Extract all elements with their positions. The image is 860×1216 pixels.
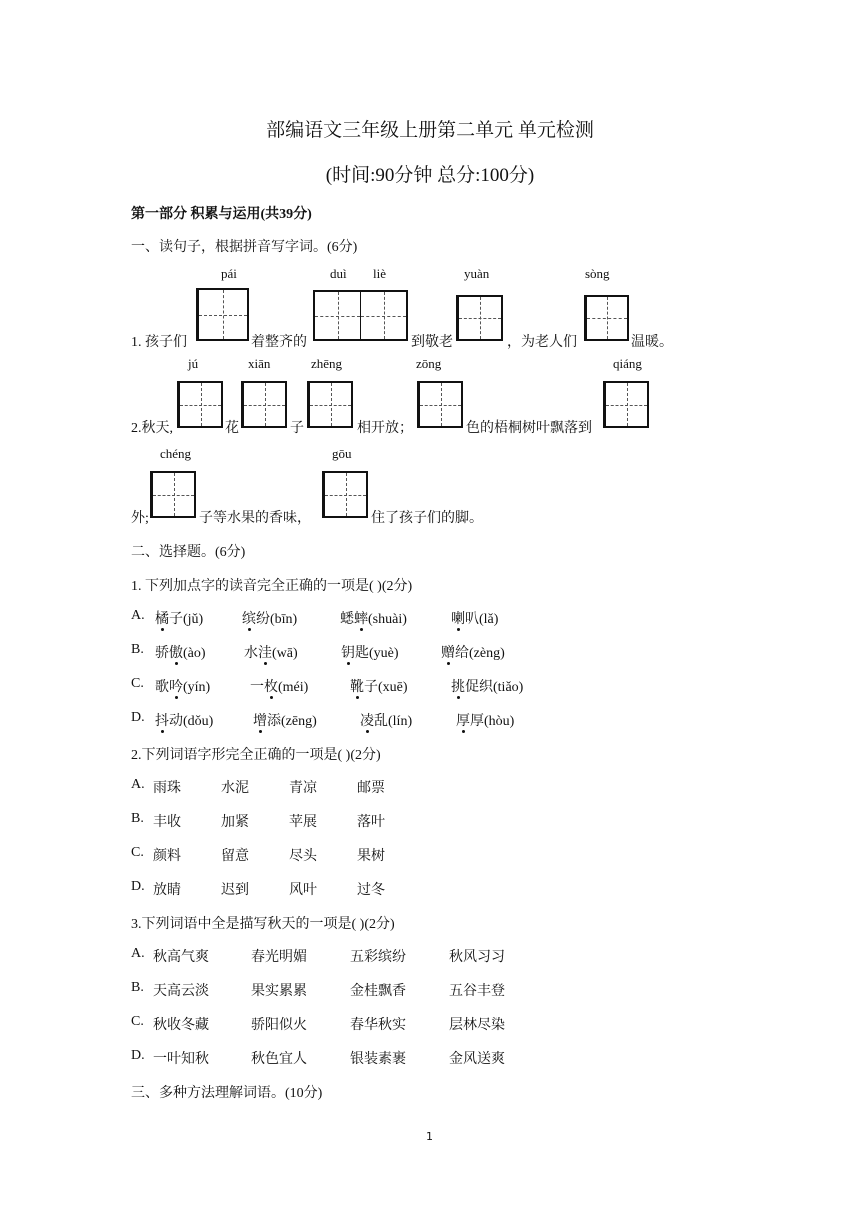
option-word: 金桂飘香 bbox=[350, 984, 406, 999]
pinyin: duì bbox=[330, 266, 347, 281]
dotted-character: 赠 bbox=[441, 646, 455, 661]
q2-heading: 二、选择题。(6分) bbox=[131, 545, 246, 560]
option-word: 秋风习习 bbox=[449, 950, 505, 965]
option-word: 五谷丰登 bbox=[449, 984, 505, 999]
option-word: 留意 bbox=[221, 849, 249, 864]
dotted-character: 喇 bbox=[451, 612, 465, 627]
option-word: 银装素裹 bbox=[350, 1052, 406, 1067]
option-word: 水泥 bbox=[221, 781, 249, 796]
option-item: 增添(zēng) bbox=[253, 714, 317, 729]
option-word: 骄阳似火 bbox=[251, 1018, 307, 1033]
option-word: 邮票 bbox=[357, 781, 385, 796]
option-item: 蟋蟀(shuài) bbox=[340, 612, 407, 627]
writing-grid[interactable] bbox=[584, 295, 629, 341]
option-word: 尽头 bbox=[289, 849, 317, 864]
option-word: 金风送爽 bbox=[449, 1052, 505, 1067]
document-title: 部编语文三年级上册第二单元 单元检测 bbox=[266, 120, 594, 141]
option-item: 凌乱(lín) bbox=[360, 714, 413, 729]
option-label: D. bbox=[131, 1048, 145, 1063]
dotted-character: 凌 bbox=[360, 714, 374, 729]
option-word: 层林尽染 bbox=[449, 1018, 505, 1033]
writing-grid[interactable] bbox=[307, 381, 353, 428]
writing-grid[interactable] bbox=[196, 288, 249, 341]
option-word: 落叶 bbox=[357, 815, 385, 830]
option-item: 抖动(dǒu) bbox=[155, 714, 214, 729]
part-heading: 第一部分 积累与运用(共39分) bbox=[131, 207, 312, 222]
pinyin: sòng bbox=[585, 266, 610, 281]
option-label: C. bbox=[131, 676, 144, 691]
option-word: 秋色宜人 bbox=[251, 1052, 307, 1067]
option-item: 喇叭(lǎ) bbox=[451, 612, 499, 627]
sentence-text: 住了孩子们的脚。 bbox=[371, 511, 483, 526]
option-label: C. bbox=[131, 1014, 144, 1029]
option-word: 丰收 bbox=[153, 815, 181, 830]
option-label: B. bbox=[131, 642, 144, 657]
option-word: 过冬 bbox=[357, 883, 385, 898]
sentence-text: 着整齐的 bbox=[251, 335, 307, 350]
option-word: 五彩缤纷 bbox=[350, 950, 406, 965]
option-word: 放睛 bbox=[153, 883, 181, 898]
option-word: 天高云淡 bbox=[153, 984, 209, 999]
option-item: 钥匙(yuè) bbox=[341, 646, 399, 661]
pinyin: zōng bbox=[416, 356, 442, 371]
dotted-character: 缤 bbox=[242, 612, 256, 627]
writing-grid[interactable] bbox=[603, 381, 649, 428]
option-word: 春华秋实 bbox=[350, 1018, 406, 1033]
pinyin: chéng bbox=[160, 446, 192, 461]
option-item: 挑促织(tiǎo) bbox=[451, 680, 524, 695]
pinyin: jú bbox=[188, 356, 199, 371]
option-word: 青凉 bbox=[289, 781, 317, 796]
dotted-character: 蟀 bbox=[354, 612, 368, 627]
option-word: 果实累累 bbox=[251, 984, 307, 999]
option-word: 颜料 bbox=[153, 849, 181, 864]
option-item: 一枚(méi) bbox=[250, 680, 309, 695]
option-word: 加紧 bbox=[221, 815, 249, 830]
sentence-text: ，为老人们 bbox=[507, 335, 577, 350]
dotted-character: 厚 bbox=[456, 714, 470, 729]
sentence-text: 花 bbox=[225, 421, 239, 436]
option-word: 春光明媚 bbox=[251, 950, 307, 965]
sentence-text: 相开放； bbox=[357, 421, 413, 436]
option-label: A. bbox=[131, 608, 145, 623]
option-item: 厚厚(hòu) bbox=[456, 714, 515, 729]
option-word: 秋高气爽 bbox=[153, 950, 209, 965]
dotted-character: 挑 bbox=[451, 680, 465, 695]
option-label: B. bbox=[131, 811, 144, 826]
dotted-character: 洼 bbox=[258, 646, 272, 661]
sentence-text: 温暖。 bbox=[631, 335, 673, 350]
pinyin: qiáng bbox=[613, 356, 642, 371]
pinyin: xiān bbox=[248, 356, 271, 371]
writing-grid[interactable] bbox=[177, 381, 223, 428]
page-number: 1 bbox=[426, 1130, 433, 1143]
q2-1-stem: 1. 下列加点字的读音完全正确的一项是( )(2分) bbox=[131, 579, 413, 594]
q1-heading: 一、读句子，根据拼音写字词。(6分) bbox=[131, 240, 358, 255]
option-item: 橘子(jǔ) bbox=[155, 612, 204, 627]
option-label: A. bbox=[131, 777, 145, 792]
pinyin: pái bbox=[221, 266, 237, 281]
option-label: C. bbox=[131, 845, 144, 860]
option-label: B. bbox=[131, 980, 144, 995]
dotted-character: 抖 bbox=[155, 714, 169, 729]
writing-grid[interactable] bbox=[417, 381, 463, 428]
sentence-text: 到敬老 bbox=[411, 335, 453, 350]
writing-grid[interactable] bbox=[456, 295, 503, 341]
pinyin: gōu bbox=[332, 446, 352, 461]
option-word: 果树 bbox=[357, 849, 385, 864]
option-label: D. bbox=[131, 879, 145, 894]
dotted-character: 橘 bbox=[155, 612, 169, 627]
option-item: 赠给(zèng) bbox=[441, 646, 505, 661]
sentence-text: 外; bbox=[131, 511, 149, 526]
option-word: 苹展 bbox=[289, 815, 317, 830]
dotted-character: 傲 bbox=[169, 646, 183, 661]
dotted-character: 靴 bbox=[350, 680, 364, 695]
q2-2-stem: 2.下列词语字形完全正确的一项是( )(2分) bbox=[131, 748, 381, 763]
q3-heading: 三、多种方法理解词语。(10分) bbox=[131, 1086, 323, 1101]
writing-grid[interactable] bbox=[322, 471, 368, 518]
option-label: D. bbox=[131, 710, 145, 725]
pinyin: yuàn bbox=[464, 266, 490, 281]
q2-3-stem: 3.下列词语中全是描写秋天的一项是( )(2分) bbox=[131, 917, 395, 932]
option-item: 骄傲(ào) bbox=[155, 646, 206, 661]
pinyin: liè bbox=[373, 266, 386, 281]
dotted-character: 增 bbox=[253, 714, 267, 729]
dotted-character: 枚 bbox=[264, 680, 278, 695]
sentence-text: 色的梧桐树叶飘落到 bbox=[466, 421, 592, 436]
option-word: 迟到 bbox=[221, 883, 249, 898]
option-item: 水洼(wā) bbox=[244, 646, 298, 661]
pinyin: zhēng bbox=[311, 356, 343, 371]
sentence-text: 1. 孩子们 bbox=[131, 335, 187, 350]
option-item: 缤纷(bīn) bbox=[242, 612, 298, 627]
sentence-text: 子 bbox=[290, 421, 304, 436]
dotted-character: 钥 bbox=[341, 646, 355, 661]
option-word: 风叶 bbox=[289, 883, 317, 898]
sentence-text: 2.秋天, bbox=[131, 421, 173, 436]
option-word: 秋收冬藏 bbox=[153, 1018, 209, 1033]
sentence-text: 子等水果的香味， bbox=[199, 511, 311, 526]
writing-grid[interactable] bbox=[313, 290, 408, 341]
dotted-character: 吟 bbox=[169, 680, 183, 695]
option-item: 歌吟(yín) bbox=[155, 680, 211, 695]
writing-grid[interactable] bbox=[150, 471, 196, 518]
option-word: 一叶知秋 bbox=[153, 1052, 209, 1067]
option-item: 靴子(xuē) bbox=[350, 680, 408, 695]
option-label: A. bbox=[131, 946, 145, 961]
option-word: 雨珠 bbox=[153, 781, 181, 796]
writing-grid[interactable] bbox=[241, 381, 287, 428]
document-subtitle: (时间:90分钟 总分:100分) bbox=[325, 165, 535, 186]
